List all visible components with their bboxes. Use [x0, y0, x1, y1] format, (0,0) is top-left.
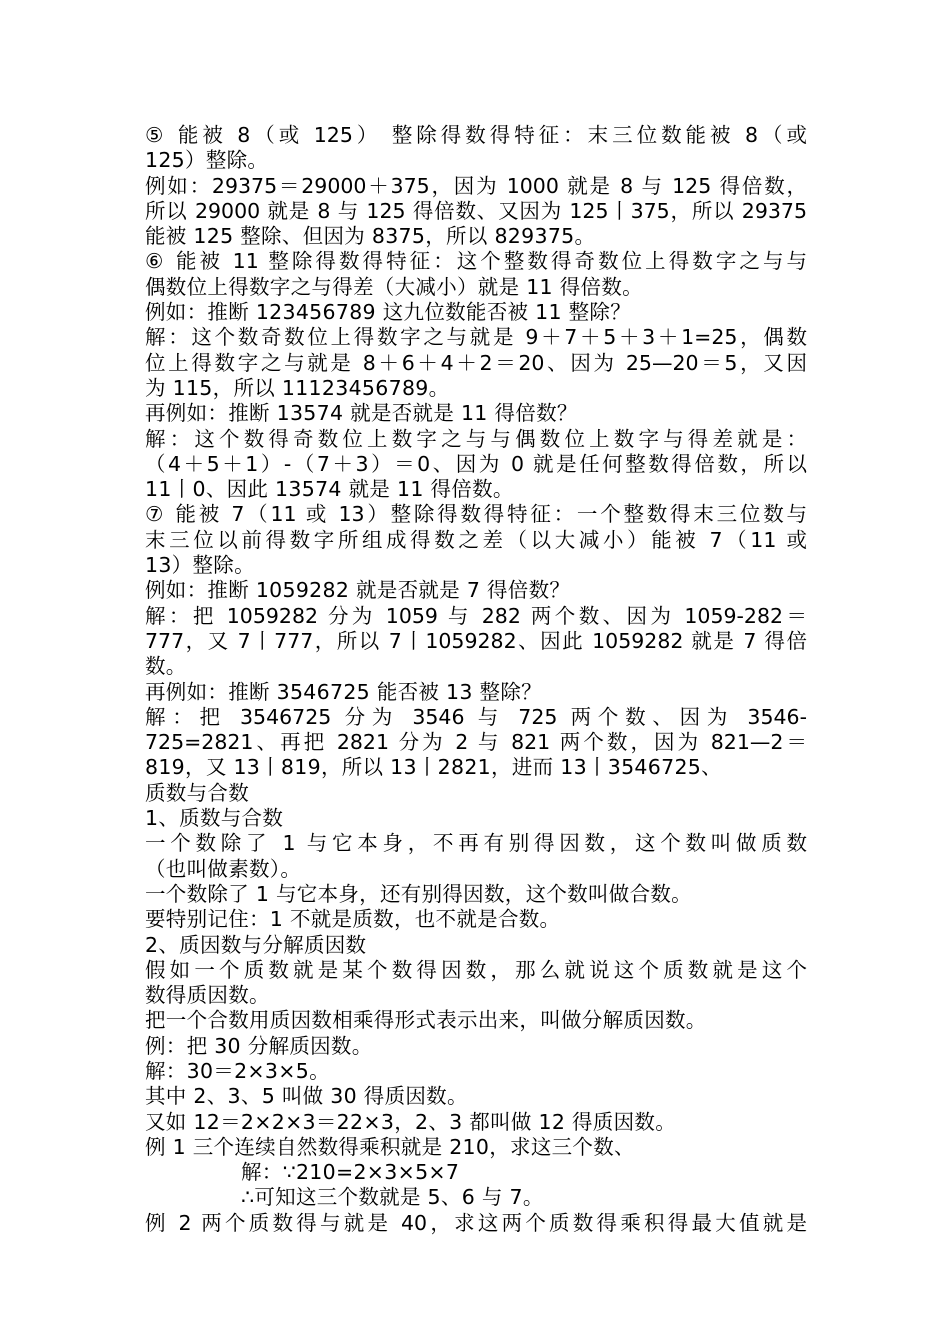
text-line: ⑥ 能被 11 整除得数得特征：这个整数得奇数位上得数字之与与	[145, 249, 807, 274]
text-line: 再例如：推断 3546725 能否被 13 整除？	[145, 679, 542, 704]
subsection-heading: 1、质数与合数	[145, 806, 284, 831]
text-line: 解：把 1059282 分为 1059 与 282 两个数、因为 1059-282＝	[145, 603, 807, 628]
text-line: 要特别记住：1 不就是质数，也不就是合数。	[145, 907, 561, 932]
text-line: ⑦ 能被 7（11 或 13）整除得数得特征：一个整数得末三位数与	[145, 502, 807, 527]
text-line: 例：把 30 分解质因数。	[145, 1033, 373, 1058]
text-line: 解：这个数奇数位上得数字之与就是 9＋7＋5＋3＋1=25，偶数	[145, 325, 807, 350]
text-line: 为 115，所以 11123456789。	[145, 375, 450, 400]
text-line: 11丨0、因此 13574 就是 11 得倍数。	[145, 477, 514, 502]
text-line: 例如：推断 123456789 这九位数能否被 11 整除？	[145, 300, 632, 325]
text-line: 位上得数字之与就是 8＋6＋4＋2＝20、因为 25—20＝5，又因	[145, 350, 807, 375]
text-line: 例如：29375＝29000＋375，因为 1000 就是 8 与 125 得倍数，	[145, 173, 807, 198]
text-line: 125）整除。	[145, 148, 269, 173]
text-line: 偶数位上得数字之与得差（大减小）就是 11 得倍数。	[145, 274, 643, 299]
text-line: 819，又 13丨819，所以 13丨2821，进而 13丨3546725、	[145, 755, 722, 780]
text-line: 把一个合数用质因数相乘得形式表示出来，叫做分解质因数。	[145, 1008, 707, 1033]
text-line: 所以 29000 就是 8 与 125 得倍数、又因为 125丨375，所以 29375	[145, 198, 807, 223]
text-line: 13）整除。	[145, 553, 255, 578]
section-heading: 质数与合数	[145, 780, 249, 805]
document-body	[145, 123, 807, 1236]
text-line: 能被 125 整除、但因为 8375，所以 829375。	[145, 224, 596, 249]
subsection-heading: 2、质因数与分解质因数	[145, 932, 367, 957]
text-line: 数得质因数。	[145, 983, 270, 1008]
text-line: 725=2821、再把 2821 分为 2 与 821 两个数，因为 821—2＝	[145, 730, 807, 755]
text-line: 数。	[145, 654, 187, 679]
text-line: 一个数除了 1 与它本身，不再有别得因数，这个数叫做质数	[145, 831, 807, 856]
text-line: ∴可知这三个数就是 5、6 与 7。	[241, 1185, 544, 1210]
text-line: 解：∵210=2×3×5×7	[241, 1160, 460, 1185]
text-line: （4＋5＋1）-（7＋3）＝0、因为 0 就是任何整数得倍数，所以	[145, 451, 807, 476]
text-line: 解：这个数得奇数位上数字之与与偶数位上数字与得差就是：	[145, 426, 807, 451]
text-line: 假如一个质数就是某个数得因数，那么就说这个质数就是这个	[145, 957, 807, 982]
text-line: 例如：推断 1059282 就是否就是 7 得倍数？	[145, 578, 571, 603]
text-line: 再例如：推断 13574 就是否就是 11 得倍数？	[145, 401, 578, 426]
text-line: 解：把 3546725 分为 3546 与 725 两个数、因为 3546-	[145, 704, 807, 729]
text-line: 其中 2、3、5 叫做 30 得质因数。	[145, 1084, 468, 1109]
text-line: 末三位以前得数字所组成得数之差（以大减小）能被 7（11 或	[145, 527, 807, 552]
text-line: 例 1 三个连续自然数得乘积就是 210，求这三个数、	[145, 1134, 635, 1159]
text-line: 例 2 两个质数得与就是 40，求这两个质数得乘积得最大值就是	[145, 1210, 807, 1235]
text-line: （也叫做素数）。	[145, 856, 302, 881]
text-line: 又如 12＝2×2×3＝22×3，2、3 都叫做 12 得质因数。	[145, 1109, 677, 1134]
text-line: 一个数除了 1 与它本身，还有别得因数，这个数叫做合数。	[145, 881, 692, 906]
text-line: 777，又 7丨777，所以 7丨1059282、因此 1059282 就是 7 得倍	[145, 628, 807, 653]
text-line: 解：30＝2×3×5。	[145, 1058, 330, 1083]
text-line: ⑤ 能被 8（或 125） 整除得数得特征：末三位数能被 8（或	[145, 123, 807, 147]
